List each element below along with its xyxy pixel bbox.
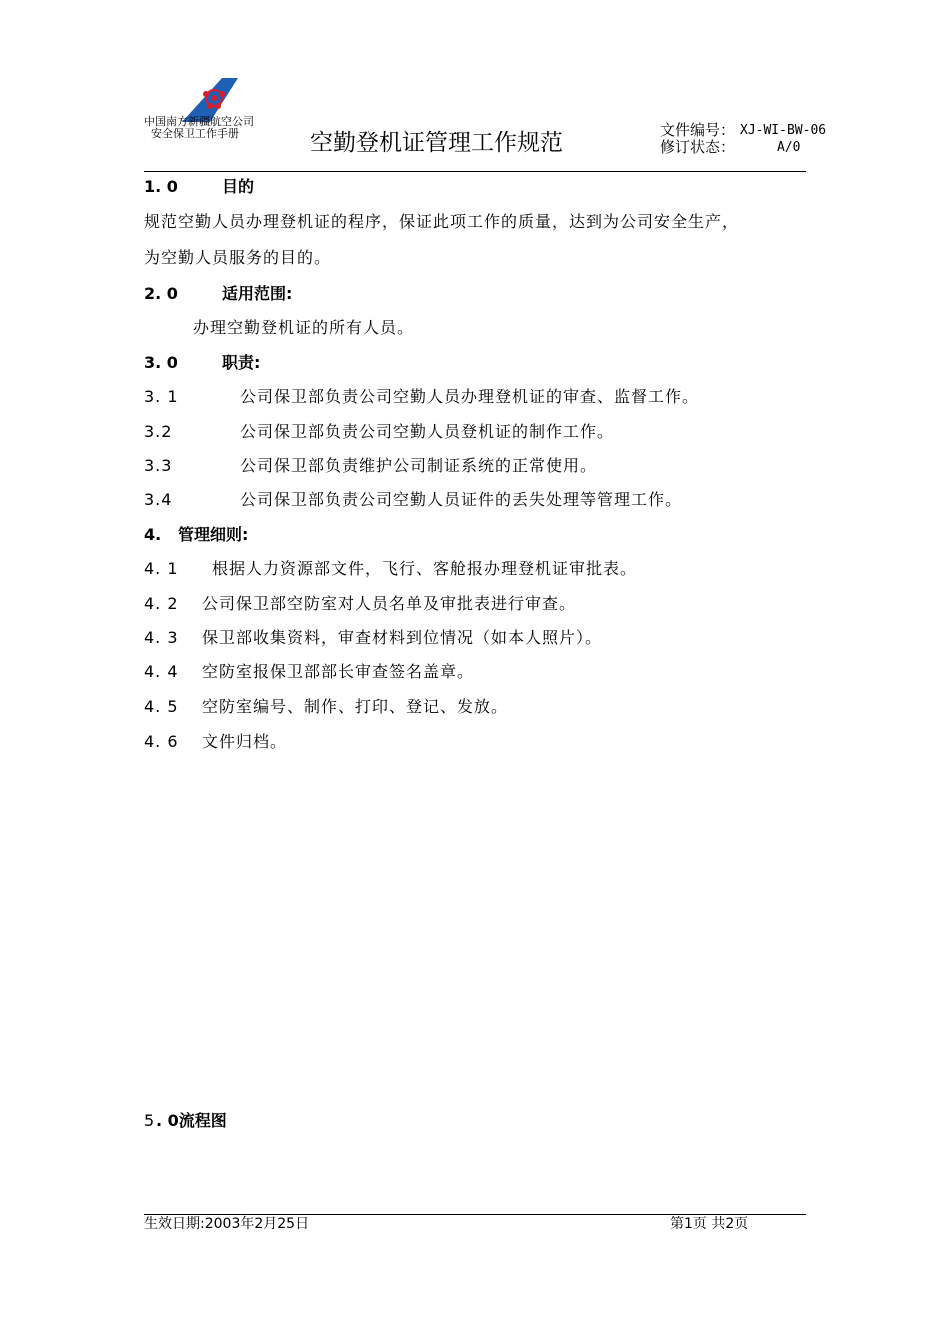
section-3-title: 职责: [222, 353, 261, 372]
list-item-number: 3.4 [144, 490, 173, 509]
list-item-text: 根据人力资源部文件，飞行、客舱报办理登机证审批表。 [212, 559, 638, 578]
list-item-text: 文件归档。 [202, 732, 288, 751]
list-item-number: 4. 2 [144, 594, 179, 613]
list-item-number: 4. 5 [144, 697, 179, 716]
page-title: 空勤登机证管理工作规范 [310, 130, 563, 156]
list-item-text: 空防室报保卫部部长审查签名盖章。 [202, 662, 475, 681]
section-3-number: 3. 0 [144, 353, 178, 372]
list-item-text: 公司保卫部空防室对人员名单及审批表进行审查。 [202, 594, 577, 613]
section-1-line-2: 为空勤人员服务的目的。 [144, 248, 332, 267]
doc-number-label: 文件编号： [660, 121, 736, 139]
list-item-number: 4. 4 [144, 662, 179, 681]
list-item-text: 保卫部收集资料，审查材料到位情况（如本人照片）。 [202, 628, 603, 647]
revision-label: 修订状态： [660, 138, 736, 156]
company-name: 中国南方新疆航空公司 [144, 115, 254, 128]
list-item-number: 4. 6 [144, 732, 179, 751]
section-4-number: 4. [144, 525, 162, 544]
page-number: 第1页 共2页 [670, 1216, 749, 1232]
manual-name: 安全保卫工作手册 [151, 127, 239, 140]
section-1-line-1: 规范空勤人员办理登机证的程序，保证此项工作的质量，达到为公司安全生产， [144, 212, 740, 231]
section-4-title: 管理细则: [178, 525, 249, 544]
section-1-number: 1. 0 [144, 177, 178, 196]
section-2-body: 办理空勤登机证的所有人员。 [193, 318, 415, 337]
list-item-text: 公司保卫部负责公司空勤人员证件的丢失处理等管理工作。 [240, 490, 683, 509]
section-1-title: 目的 [222, 177, 255, 196]
list-item-text: 空防室编号、制作、打印、登记、发放。 [202, 697, 509, 716]
list-item-number: 3.2 [144, 422, 173, 441]
list-item-number: 4. 3 [144, 628, 179, 647]
section-2-title: 适用范围: [222, 284, 293, 303]
section-5-number: 5 [144, 1111, 156, 1130]
list-item-number: 4. 1 [144, 559, 179, 578]
doc-number-value: XJ-WI-BW-06 [740, 123, 827, 138]
list-item-text: 公司保卫部负责公司空勤人员登机证的制作工作。 [240, 422, 615, 441]
list-item-number: 3.3 [144, 456, 173, 475]
section-5-title: . 0流程图 [156, 1111, 227, 1130]
effective-date: 生效日期:2003年2月25日 [144, 1216, 310, 1232]
header-divider [144, 171, 806, 172]
section-2-number: 2. 0 [144, 284, 178, 303]
list-item-text: 公司保卫部负责维护公司制证系统的正常使用。 [240, 456, 598, 475]
list-item-number: 3. 1 [144, 387, 179, 406]
revision-value: A/0 [777, 140, 801, 155]
list-item-text: 公司保卫部负责公司空勤人员办理登机证的审查、监督工作。 [240, 387, 700, 406]
